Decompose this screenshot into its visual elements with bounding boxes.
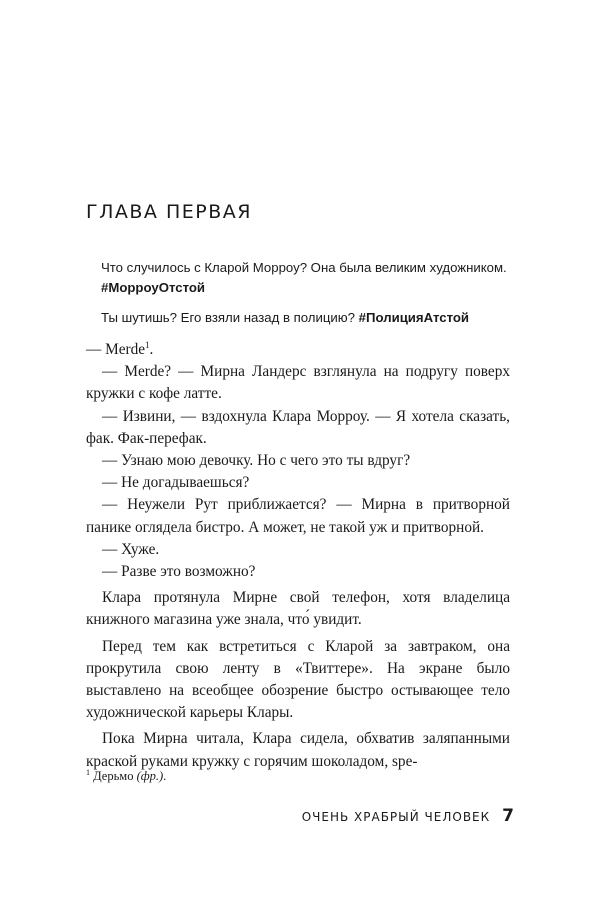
paragraph: Клара протянула Мирне свой телефон, хотя владелица книжного магазина уже знала, что́ увидит.	[86, 589, 510, 629]
footnote-end: .	[163, 769, 167, 783]
footnote	[86, 768, 506, 784]
tweet-2	[101, 308, 521, 328]
paragraph: Пока Мирна читала, Клара сидела, обхватив заляпанными краской руками кружку с горячим шоколадом, spe-	[86, 730, 510, 770]
tweet-1-hashtag: #МорроуОтстой	[101, 280, 206, 295]
footnote-text: Дерьмо	[93, 769, 134, 783]
running-footer	[302, 806, 514, 826]
tweet-epigraphs	[101, 258, 521, 338]
paragraph: — Разве это возможно?	[102, 563, 256, 581]
tweet-1	[101, 258, 521, 298]
paragraph: — Неужели Рут приближается? — Мирна в притворной панике оглядела бистро. А может, не такой уж и притворной.	[86, 496, 510, 536]
chapter-heading: ГЛАВА ПЕРВАЯ	[86, 201, 252, 223]
tweet-1-text: Что случилось с Кларой Морроу? Она была великим художником.	[101, 260, 507, 275]
paragraph	[86, 339, 510, 361]
footnote-ref: 1	[145, 339, 150, 350]
book-title: ОЧЕНЬ ХРАБРЫЙ ЧЕЛОВЕК	[301, 810, 491, 824]
paragraph: — Хуже.	[102, 540, 160, 558]
tweet-2-hashtag: #ПолицияАтстой	[358, 310, 470, 325]
body-text	[86, 339, 510, 773]
footnote-marker: 1	[86, 767, 90, 777]
paragraph-text: — Merde	[86, 341, 146, 358]
paragraph: — Не догадываешься?	[102, 474, 250, 492]
footnote-language: (фр.)	[136, 769, 164, 783]
page-number: 7	[502, 806, 514, 826]
paragraph-end: .	[149, 341, 154, 358]
paragraph: — Merde? — Мирна Ландерс взглянула на подругу поверх кружки с кофе латте.	[86, 363, 510, 403]
paragraph: — Извини, — вздохнула Клара Морроу. — Я хотела сказать, фак. Фак-перефак.	[86, 407, 510, 447]
tweet-2-text: Ты шутишь? Его взяли назад в полицию?	[101, 310, 355, 325]
paragraph: — Узнаю мою девочку. Но с чего это ты вдруг?	[102, 452, 411, 470]
paragraph: Перед тем как встретиться с Кларой за завтраком, она прокрутила свою ленту в «Твиттере». На экране было выставлено на всеобщее обозрение быстро остывающее тело художнической карьеры Клары.	[86, 637, 510, 722]
